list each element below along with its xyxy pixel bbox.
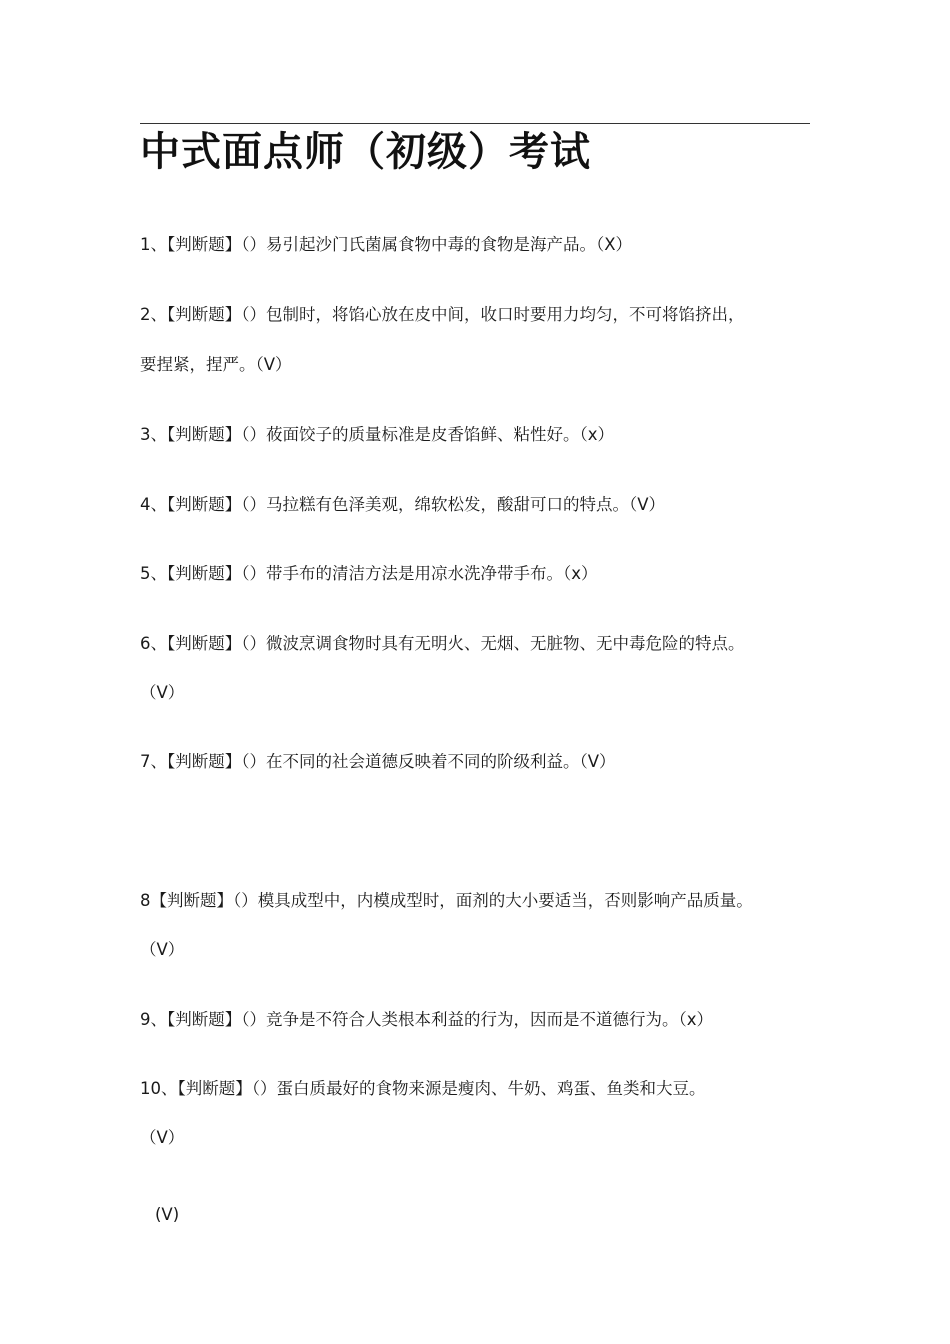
question-7 [140,750,812,774]
question-1 [140,233,812,257]
question-text: 6、【判断题】（）微波烹调食物时具有无明火、无烟、无脏物、无中毒危险的特点。 [140,634,745,653]
question-6-continuation: （V） [140,683,185,702]
question-text: 3、【判断题】（）莜面饺子的质量标准是皮香馅鲜、粘性好。 [140,425,580,444]
question-answer: （X） [596,235,633,254]
question-text: 5、【判断题】（）带手布的清洁方法是用凉水洗净带手布。 [140,564,563,583]
question-6 [140,632,812,656]
question-8 [140,889,812,913]
question-answer: （V） [629,495,666,514]
question-text: 8【判断题】（）模具成型中，内模成型时，面剂的大小要适当，否则影响产品质量。 [140,891,753,910]
question-10-continuation: （V） [140,1128,185,1147]
question-4 [140,493,812,517]
header-rule [140,123,810,124]
question-text: 7、【判断题】（）在不同的社会道德反映着不同的阶级利益。 [140,752,580,771]
question-text: 4、【判断题】（）马拉糕有色泽美观，绵软松发，酸甜可口的特点。 [140,495,629,514]
question-answer: （V） [579,752,616,771]
question-answer: （x） [563,564,598,583]
question-answer: （x） [579,425,615,444]
question-3 [140,423,812,447]
question-text: 2、【判断题】（）包制时，将馅心放在皮中间，收口时要用力均匀，不可将馅挤出， [140,305,745,324]
question-8-continuation: （V） [140,940,185,959]
question-5 [140,562,812,586]
question-10 [140,1077,812,1101]
question-9 [140,1008,812,1032]
question-text: 1、【判断题】（）易引起沙门氏菌属食物中毒的食物是海产品。 [140,235,596,254]
stray-answer: (V) [155,1205,180,1224]
question-text: 9、【判断题】（）竞争是不符合人类根本利益的行为，因而是不道德行为。 [140,1010,679,1029]
question-answer: （x） [678,1010,714,1029]
question-2-continuation: 要捏紧，捏严。（V） [140,355,292,374]
page-title: 中式面点师（初级）考试 [140,129,591,175]
question-text: 10、【判断题】（）蛋白质最好的食物来源是瘦肉、牛奶、鸡蛋、鱼类和大豆。 [140,1079,706,1098]
question-2 [140,303,812,327]
